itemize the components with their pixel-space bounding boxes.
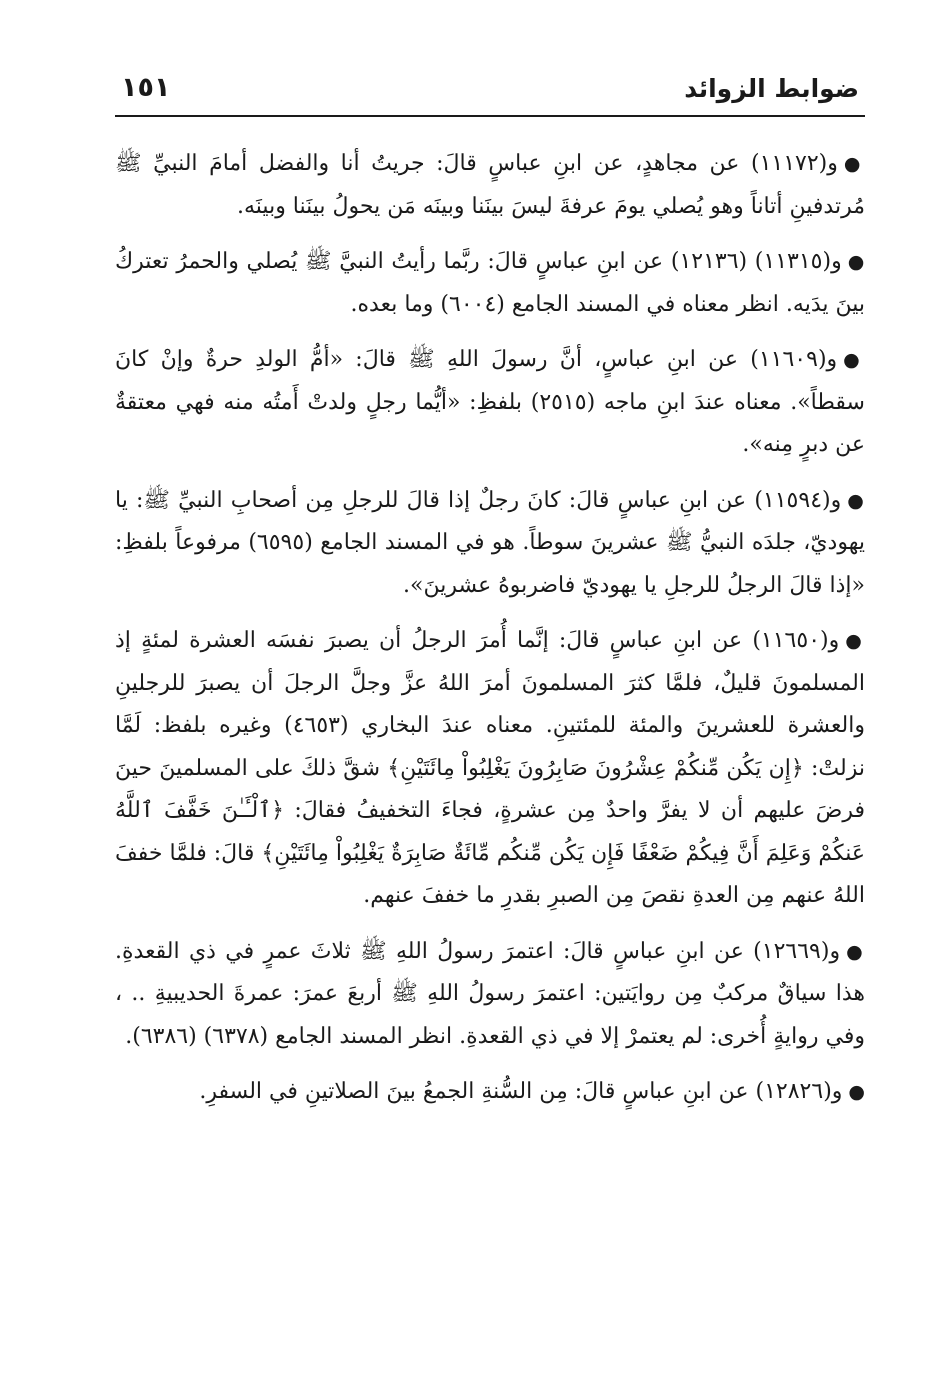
entry-text: و(١٢٨٢٦) عن ابنِ عباسٍ قالَ: مِن السُّنةِ الجمعُ بينَ الصلاتينِ في السفرِ. [199, 1079, 843, 1104]
bullet-icon: ● [847, 251, 865, 273]
header-rule [115, 115, 865, 117]
entry-text: و(١١٦٠٩) عن ابنِ عباسٍ، أنَّ رسولَ اللهِ ﷺ قالَ: «أمُّ الولدِ حرةٌ وإنْ كانَ سقطاً». معناه عندَ ابنِ ماجه (٢٥١٥) بلفظِ: «أيُّما رجلٍ ولدتْ أَمتُه منه فهي معتقةٌ عن دبرٍ مِنه». [115, 347, 865, 457]
hadith-entry [115, 241, 865, 326]
running-title: ضوابط الزوائد [684, 74, 859, 103]
bullet-icon: ● [846, 940, 865, 963]
bullet-icon: ● [843, 153, 865, 175]
entries-list [115, 143, 865, 1114]
hadith-entry [115, 620, 865, 918]
entry-text: و(١١٥٩٤) عن ابنِ عباسٍ قالَ: كانَ رجلٌ إذا قالَ للرجلِ مِن أصحابِ النبيِّ ﷺ: يا يهوديّ، جلدَه النبيُّ ﷺ عشرينَ سوطاً. هو في المسند الجامع (٦٥٩٥) مرفوعاً بلفظِ: «إذا قالَ الرجلُ للرجلِ يا يهوديّ فاضربوهُ عشرينَ». [115, 487, 865, 598]
hadith-entry [115, 339, 865, 467]
entry-text: و(١١١٧٢) عن مجاهدٍ، عن ابنِ عباسٍ قالَ: جريتُ أنا والفضل أمامَ النبيِّ ﷺ مُرتدفينِ أتاناً وهو يُصلي يومَ عرفةَ ليسَ بينَنا وبينَه مَن يحولُ بينَنا وبينَه. [115, 151, 865, 219]
entry-text: و(١١٣١٥) (١٢١٣٦) عن ابنِ عباسٍ قالَ: ربَّما رأيتُ النبيَّ ﷺ يُصلي والحمرُ تعتركُ بينَ يدَيه. انظر معناه في المسند الجامع (٦٠٠٤) وما بعده. [115, 249, 865, 317]
page-number: ١٥١ [121, 72, 171, 103]
hadith-entry [115, 1071, 865, 1114]
entry-text: و(١٢٦٦٩) عن ابنِ عباسٍ قالَ: اعتمرَ رسولُ اللهِ ﷺ ثلاثَ عمرٍ في ذي القعدةِ. هذا سياقٌ مركبٌ مِن روايَتين: اعتمرَ رسولُ اللهِ ﷺ أربعَ عمرَ: عمرةَ الحديبيةِ .. ، وفي روايةٍ أُخرى: لم يعتمرْ إلا في ذي القعدةِ. انظر المسند الجامع (٦٣٧٨) (٦٣٨٦). [115, 938, 865, 1049]
bullet-icon: ● [843, 349, 865, 371]
bullet-icon: ● [847, 489, 865, 512]
entry-text: و(١١٦٥٠) عن ابنِ عباسٍ قالَ: إنَّما أُمرَ الرجلُ أن يصبرَ نفسَه العشرة لمئةٍ إذ المسلمونَ قليلٌ، فلمَّا كثرَ المسلمونَ أمرَ اللهُ عزَّ وجلَّ الرجلَ أن يصبرَ للرجلينِ والعشرة للعشرينَ والمئة للمئتينِ. معناه عندَ البخاري (٤٦٥٣) وغيره بلفظ: لَمَّا نزلتْ: ﴿إِن يَكُن مِّنكُمْ عِشْرُونَ صَابِرُونَ يَغْلِبُواْ مِائَتَيْنِ﴾ شقَّ ذلكَ على المسلمينَ حينَ فرضَ عليهم أن لا يفرَّ واحدٌ مِن عشرةٍ، فجاءَ التخفيفُ فقالَ: ﴿ٱلْـَٔـٰنَ خَفَّفَ ٱللَّهُ عَنكُمْ وَعَلِمَ أَنَّ فِيكُمْ ضَعْفًا فَإِن يَكُن مِّنكُم مِّائَةٌ صَابِرَةٌ يَغْلِبُواْ مِائَتَيْنِ﴾ قالَ: فلمَّا خففَ اللهُ عنهم مِن العدةِ نقصَ مِن الصبرِ بقدرِ ما خففَ عنهم. [115, 628, 865, 908]
hadith-entry [115, 143, 865, 228]
hadith-entry [115, 480, 865, 608]
hadith-entry [115, 931, 865, 1059]
bullet-icon: ● [845, 630, 865, 652]
running-header [115, 55, 865, 103]
bullet-icon: ● [848, 1081, 865, 1103]
book-page [115, 55, 865, 1127]
